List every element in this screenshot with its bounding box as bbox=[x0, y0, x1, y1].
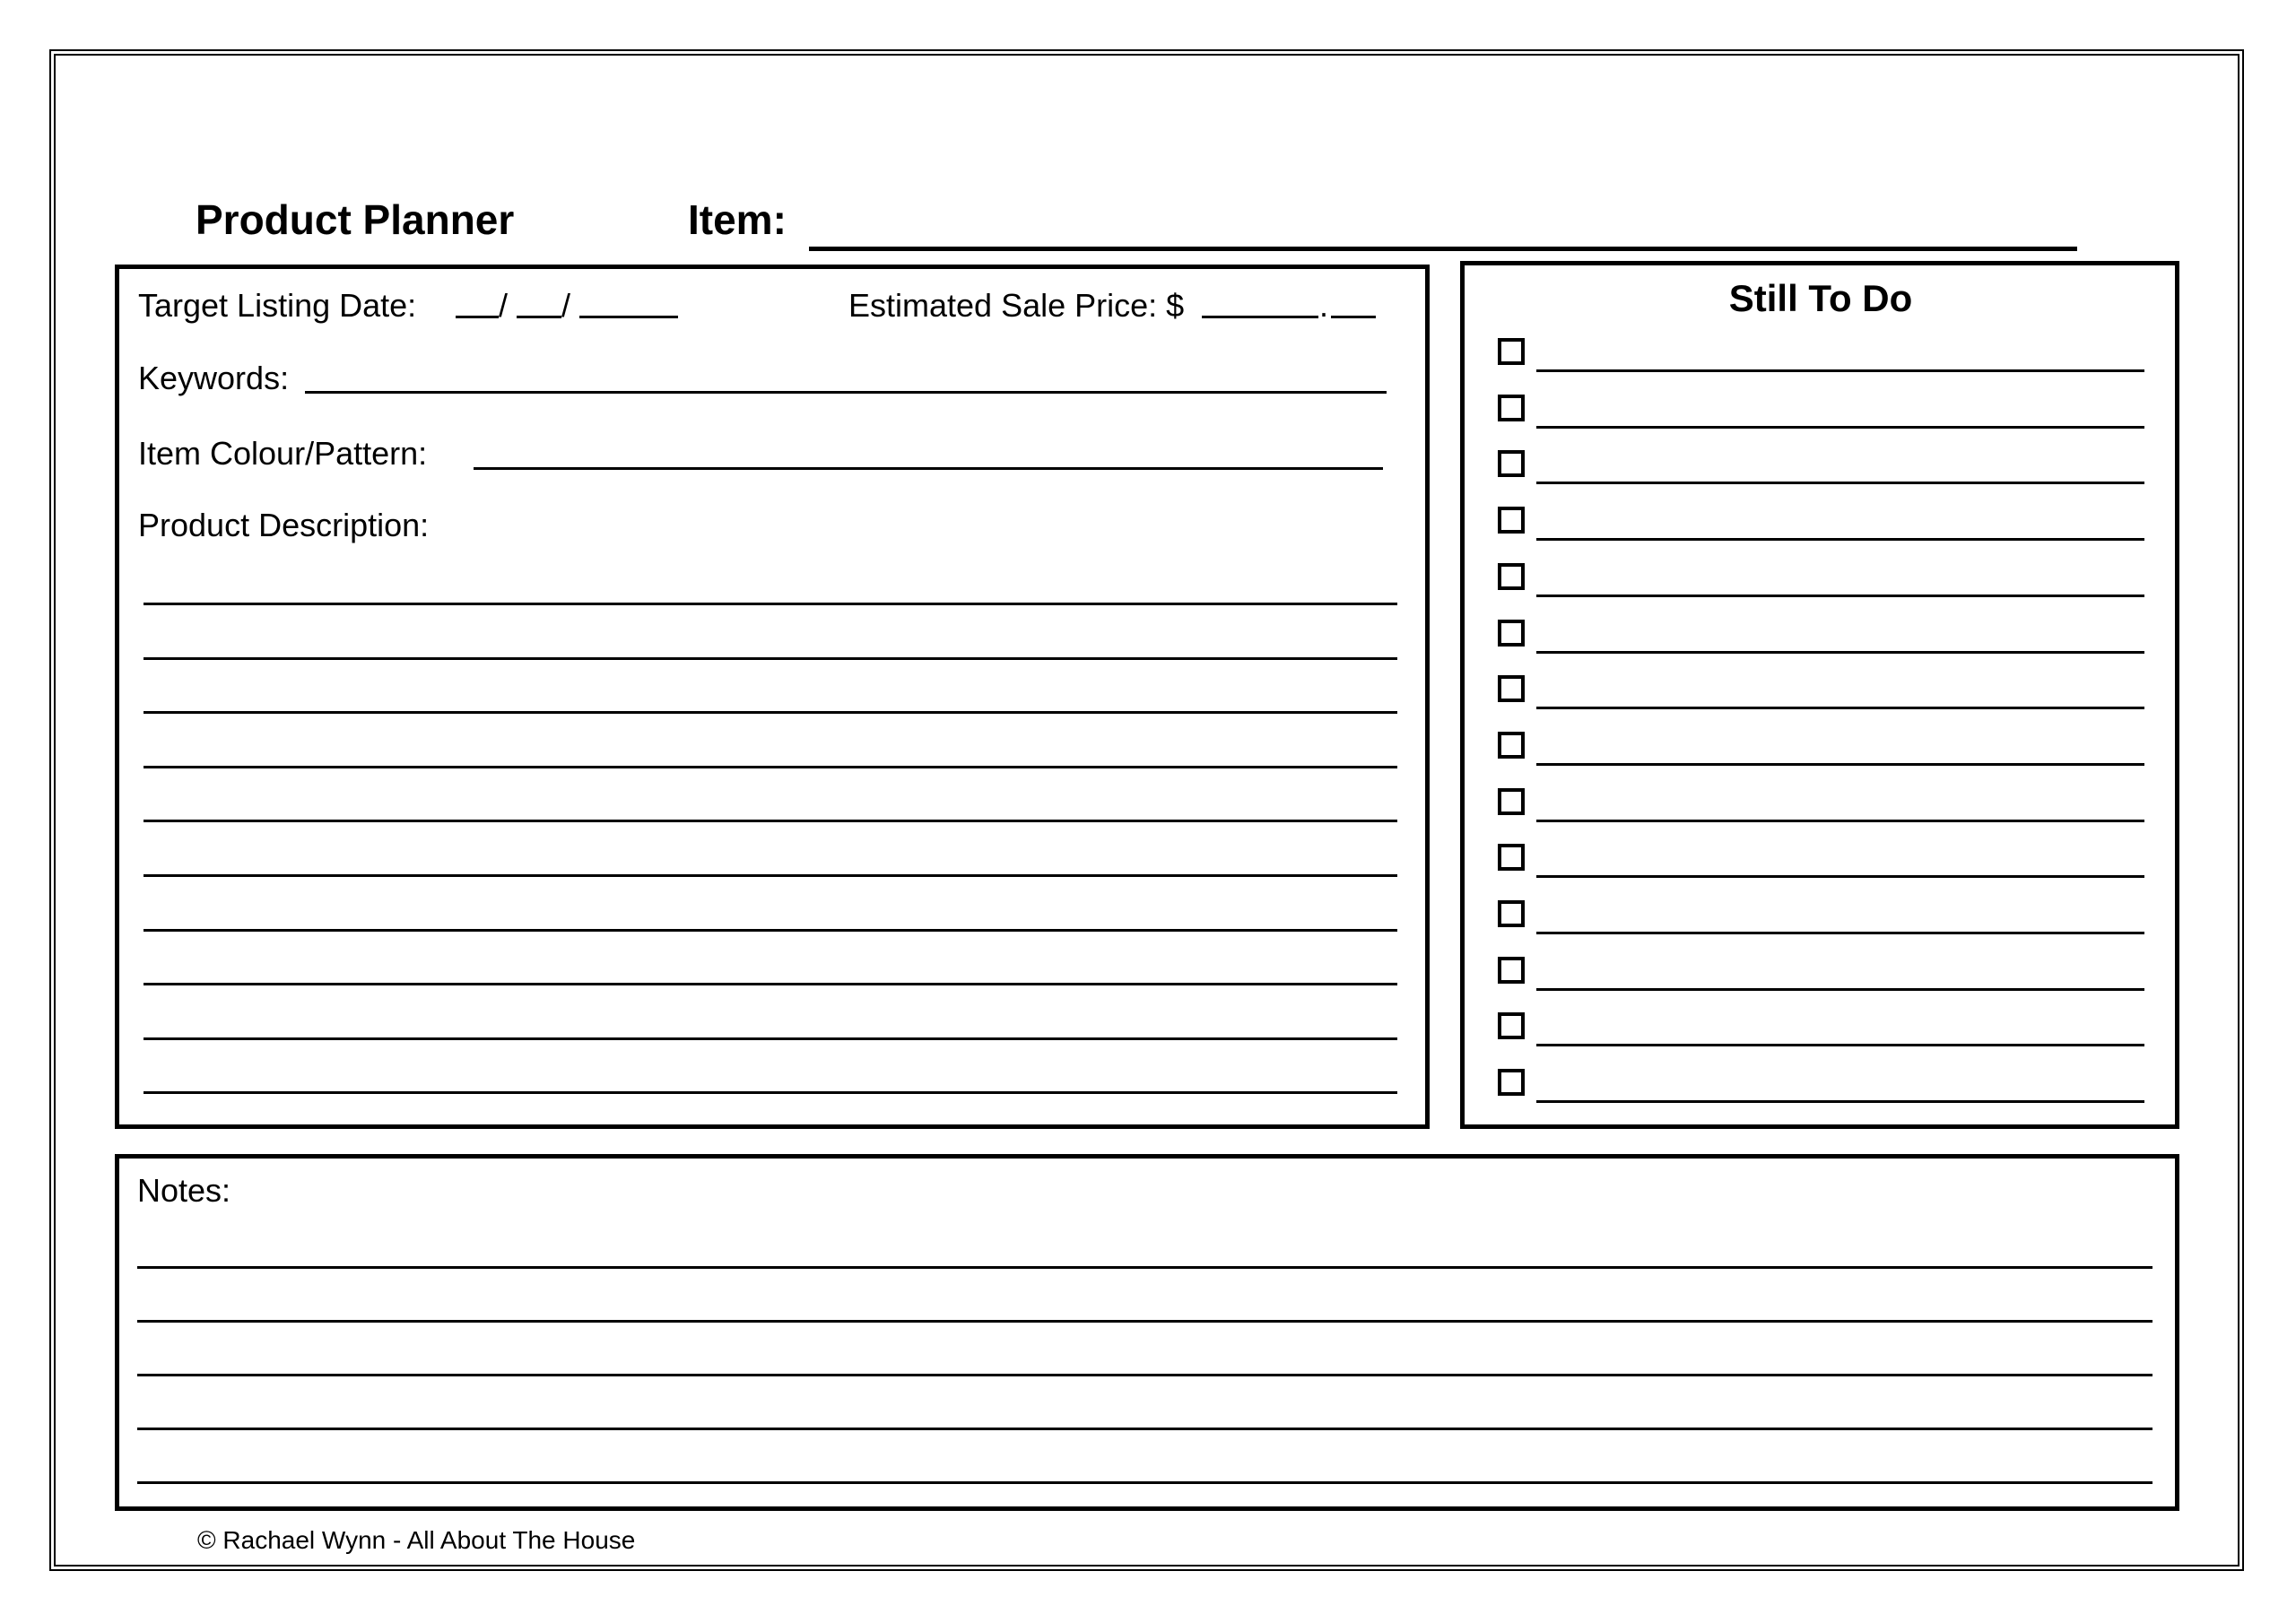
todo-line[interactable] bbox=[1536, 707, 2144, 709]
date-year-field[interactable] bbox=[579, 316, 678, 318]
price-cents-field[interactable] bbox=[1331, 316, 1376, 318]
description-line[interactable] bbox=[144, 929, 1397, 932]
date-separator-1: / bbox=[499, 287, 509, 324]
todo-line[interactable] bbox=[1536, 426, 2144, 429]
notes-line[interactable] bbox=[137, 1374, 2152, 1376]
todo-line[interactable] bbox=[1536, 538, 2144, 541]
description-line[interactable] bbox=[144, 820, 1397, 822]
keywords-label: Keywords: bbox=[138, 360, 290, 396]
item-colour-pattern-field[interactable] bbox=[474, 467, 1383, 470]
still-to-do-box bbox=[1460, 261, 2179, 1129]
notes-box bbox=[115, 1154, 2179, 1511]
notes-line[interactable] bbox=[137, 1320, 2152, 1323]
todo-checkbox[interactable] bbox=[1498, 788, 1525, 815]
item-colour-pattern-label: Item Colour/Pattern: bbox=[138, 435, 428, 472]
description-line[interactable] bbox=[144, 983, 1397, 985]
todo-line[interactable] bbox=[1536, 482, 2144, 484]
description-line[interactable] bbox=[144, 1091, 1397, 1094]
product-description-label: Product Description: bbox=[138, 507, 430, 543]
notes-line[interactable] bbox=[137, 1428, 2152, 1430]
price-dollars-field[interactable] bbox=[1202, 316, 1318, 318]
todo-checkbox[interactable] bbox=[1498, 395, 1525, 421]
target-listing-date-label: Target Listing Date: bbox=[138, 287, 417, 324]
todo-line[interactable] bbox=[1536, 875, 2144, 878]
still-to-do-title: Still To Do bbox=[1728, 277, 1913, 319]
date-day-field[interactable] bbox=[456, 316, 499, 318]
todo-line[interactable] bbox=[1536, 369, 2144, 372]
todo-checkbox[interactable] bbox=[1498, 957, 1525, 984]
description-line[interactable] bbox=[144, 657, 1397, 660]
todo-checkbox[interactable] bbox=[1498, 675, 1525, 702]
todo-line[interactable] bbox=[1536, 651, 2144, 654]
todo-line[interactable] bbox=[1536, 763, 2144, 766]
todo-checkbox[interactable] bbox=[1498, 732, 1525, 759]
todo-checkbox[interactable] bbox=[1498, 900, 1525, 927]
todo-checkbox[interactable] bbox=[1498, 450, 1525, 477]
product-details-box bbox=[115, 265, 1430, 1129]
todo-line[interactable] bbox=[1536, 820, 2144, 822]
description-line[interactable] bbox=[144, 603, 1397, 605]
copyright-footer: © Rachael Wynn - All About The House bbox=[197, 1526, 636, 1554]
todo-line[interactable] bbox=[1536, 595, 2144, 597]
todo-checkbox[interactable] bbox=[1498, 1012, 1525, 1039]
todo-checkbox[interactable] bbox=[1498, 1069, 1525, 1096]
todo-checkbox[interactable] bbox=[1498, 620, 1525, 647]
page-title: Product Planner bbox=[196, 196, 515, 243]
date-separator-2: / bbox=[561, 287, 571, 324]
notes-line[interactable] bbox=[137, 1481, 2152, 1484]
estimated-sale-price-label: Estimated Sale Price: $ bbox=[848, 287, 1185, 324]
todo-checkbox[interactable] bbox=[1498, 563, 1525, 590]
notes-line[interactable] bbox=[137, 1266, 2152, 1269]
price-decimal-point: . bbox=[1319, 287, 1329, 324]
todo-line[interactable] bbox=[1536, 1044, 2144, 1046]
todo-line[interactable] bbox=[1536, 1100, 2144, 1103]
todo-line[interactable] bbox=[1536, 988, 2144, 991]
todo-checkbox[interactable] bbox=[1498, 338, 1525, 365]
todo-checkbox[interactable] bbox=[1498, 507, 1525, 534]
description-line[interactable] bbox=[144, 874, 1397, 877]
description-line[interactable] bbox=[144, 711, 1397, 714]
notes-label: Notes: bbox=[137, 1172, 231, 1209]
date-month-field[interactable] bbox=[517, 316, 561, 318]
description-line[interactable] bbox=[144, 766, 1397, 768]
description-line[interactable] bbox=[144, 1037, 1397, 1040]
keywords-field[interactable] bbox=[305, 391, 1387, 394]
todo-line[interactable] bbox=[1536, 932, 2144, 934]
todo-checkbox[interactable] bbox=[1498, 844, 1525, 871]
item-label: Item: bbox=[688, 196, 787, 243]
item-field[interactable] bbox=[809, 247, 2077, 251]
